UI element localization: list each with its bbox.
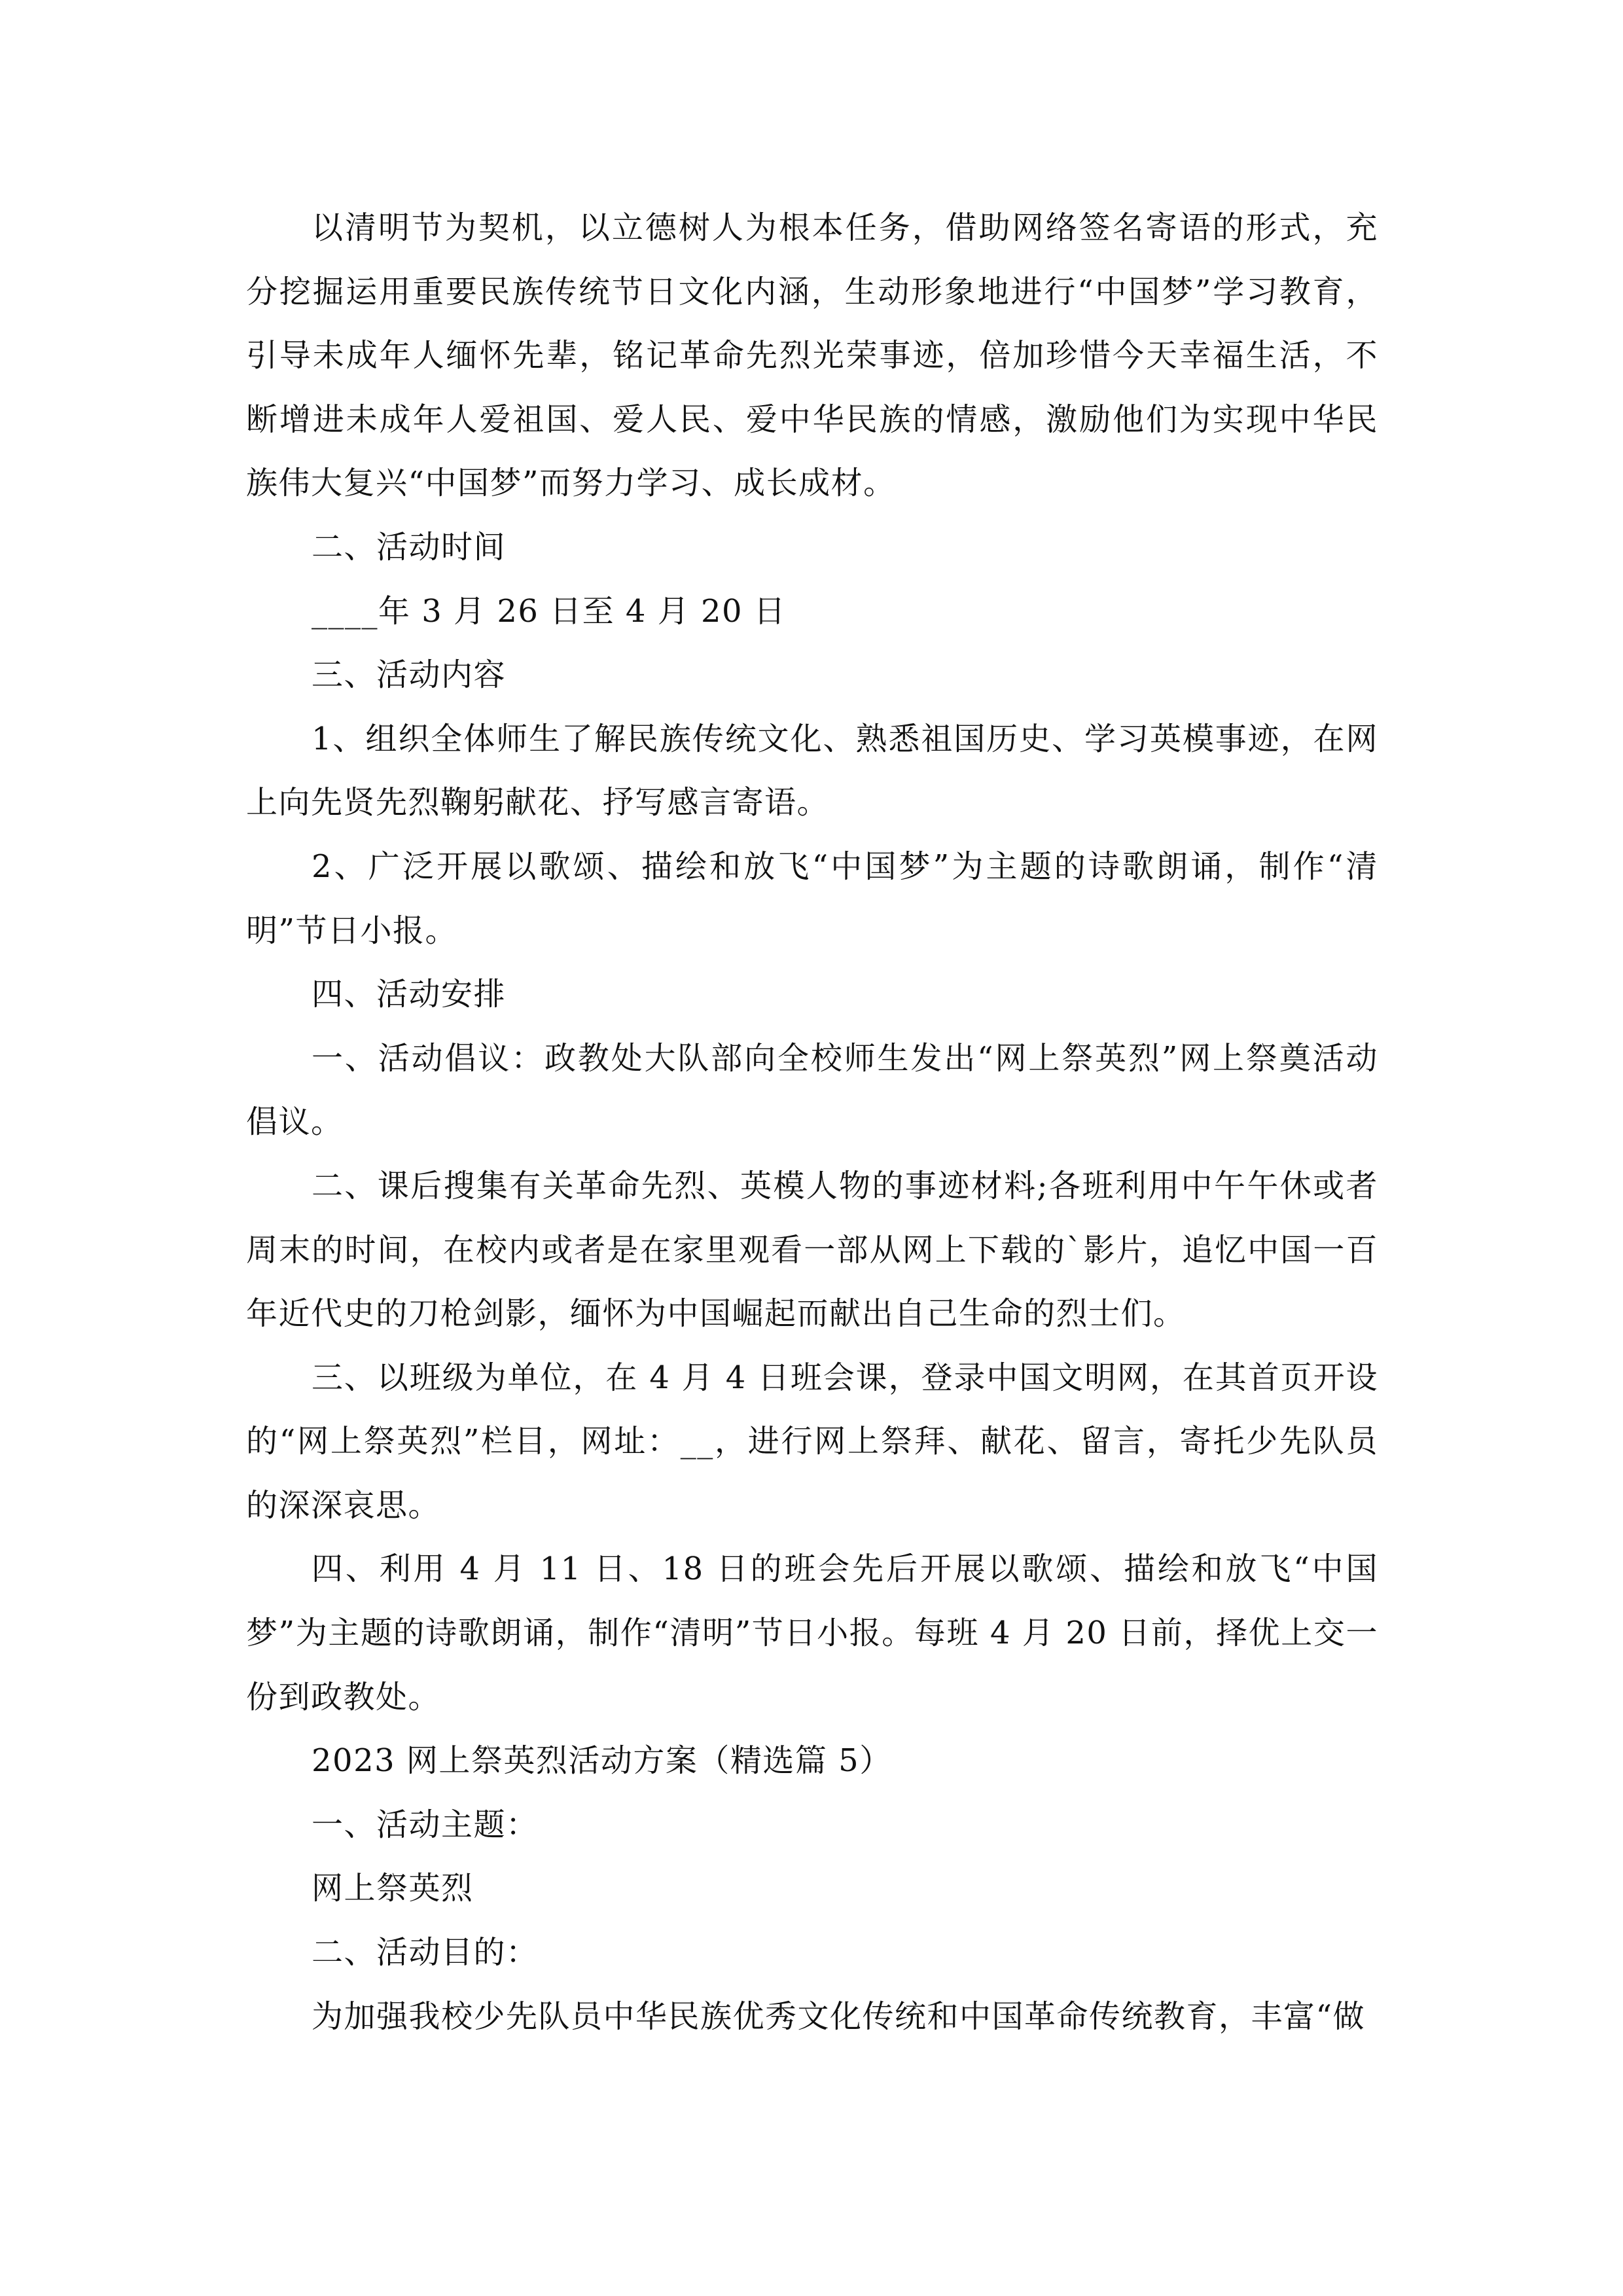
plan-title-part-5: 2023 网上祭英烈活动方案（精选篇 5） — [312, 1742, 892, 1780]
activity-date-range: ____年 3 月 26 日至 4 月 20 日 — [312, 592, 787, 630]
section-heading-activity-content: 三、活动内容 — [312, 656, 507, 694]
section-heading-activity-purpose: 二、活动目的： — [312, 1934, 539, 1971]
document-body — [246, 196, 1378, 2049]
section-heading-activity-arrangement: 四、活动安排 — [312, 976, 507, 1013]
purpose-paragraph: 为加强我校少先队员中华民族优秀文化传统和中国革命传统教育，丰富“做 — [312, 1998, 1366, 2035]
intro-paragraph: 以清明节为契机，以立德树人为根本任务，借助网络签名寄语的形式，充分挖掘运用重要民族传统节日文化内涵，生动形象地进行“中国梦”学习教育，引导未成年人缅怀先辈，铭记革命先烈光荣事迹，倍加珍惜今天幸福生活，不断增进未成年人爱祖国、爱人民、爱中华民族的情感，激励他们为实现中华民族伟大复兴“中国梦”而努力学习、成长成材。 — [246, 209, 1378, 502]
section-heading-activity-time: 二、活动时间 — [312, 528, 507, 565]
arrangement-item-4: 四、利用 4 月 11 日、18 日的班会先后开展以歌颂、描绘和放飞“中国梦”为主题的诗歌朗诵，制作“清明”节日小报。每班 4 月 20 日前，择优上交一份到政教处。 — [246, 1551, 1378, 1715]
section-heading-activity-theme: 一、活动主题： — [312, 1806, 539, 1843]
content-item-1: 1、组织全体师生了解民族传统文化、熟悉祖国历史、学习英模事迹，在网上向先贤先烈鞠躬献花、抒写感言寄语。 — [246, 720, 1378, 821]
activity-theme-value: 网上祭英烈 — [312, 1870, 474, 1907]
arrangement-item-3: 三、以班级为单位，在 4 月 4 日班会课，登录中国文明网，在其首页开设的“网上祭英烈”栏目，网址：__，进行网上祭拜、献花、留言，寄托少先队员的深深哀思。 — [246, 1359, 1378, 1524]
arrangement-item-1: 一、活动倡议：政教处大队部向全校师生发出“网上祭英烈”网上祭奠活动倡议。 — [246, 1039, 1378, 1141]
arrangement-item-2: 二、课后搜集有关革命先烈、英模人物的事迹材料;各班利用中午午休或者周末的时间，在校内或者是在家里观看一部从网上下载的`影片，追忆中国一百年近代史的刀枪剑影，缅怀为中国崛起而献出自己生命的烈士们。 — [246, 1167, 1378, 1333]
content-item-2: 2、广泛开展以歌颂、描绘和放飞“中国梦”为主题的诗歌朗诵，制作“清明”节日小报。 — [246, 848, 1378, 949]
